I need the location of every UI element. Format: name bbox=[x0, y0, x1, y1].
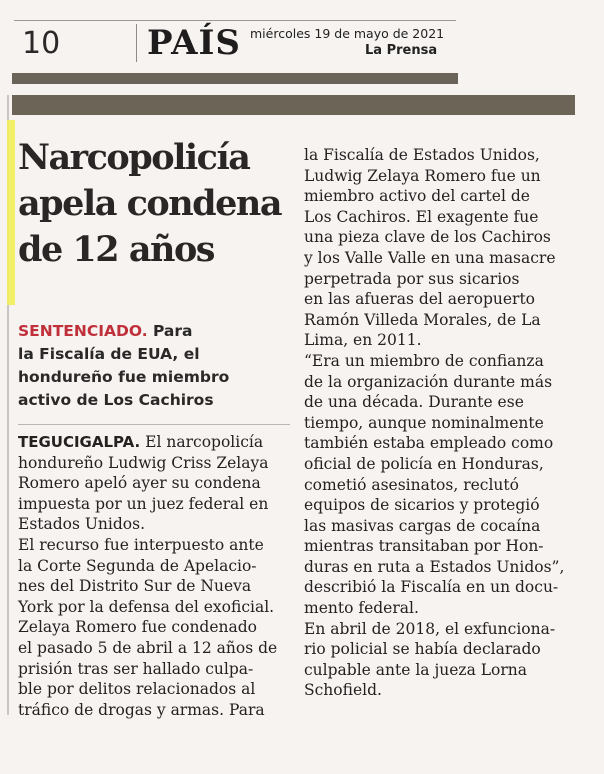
body-line: oficial de policía en Honduras, bbox=[304, 454, 544, 473]
body-line: prisión tras ser hallado culpa- bbox=[18, 659, 254, 678]
headline-line: Narcopolicía bbox=[18, 137, 250, 178]
page-number: 10 bbox=[22, 26, 61, 61]
section-title: PAÍS bbox=[147, 23, 241, 63]
body-line: Lima, en 2011. bbox=[304, 331, 422, 350]
body-line: describió la Fiscalía en un docu- bbox=[304, 578, 559, 597]
body-line: Ramón Villeda Morales, de La bbox=[304, 310, 541, 329]
body-line: Los Cachiros. El exagente fue bbox=[304, 207, 539, 226]
body-line: de la organización durante más bbox=[304, 372, 553, 391]
deck-text: Para bbox=[147, 322, 193, 340]
body-line: ble por delitos relacionados al bbox=[18, 680, 256, 699]
article-deck bbox=[18, 320, 290, 412]
body-line: duras en ruta a Estados Unidos”, bbox=[304, 557, 565, 576]
body-line: Estados Unidos. bbox=[18, 515, 146, 534]
body-line: en las afueras del aeropuerto bbox=[304, 290, 536, 309]
body-line: hondureño Ludwig Criss Zelaya bbox=[18, 453, 269, 472]
body-line: cometió asesinatos, reclutó bbox=[304, 475, 519, 494]
body-line: nes del Distrito Sur de Nueva bbox=[18, 577, 252, 596]
body-line: y los Valle Valle en una masacre bbox=[304, 248, 556, 267]
header-bar-long bbox=[12, 95, 575, 115]
deck-line: la Fiscalía de EUA, el bbox=[18, 345, 200, 363]
body-line: Schofield. bbox=[304, 681, 382, 700]
body-line: rio policial se había declarado bbox=[304, 640, 541, 659]
body-line: también estaba empleado como bbox=[304, 434, 554, 453]
body-line: perpetrada por sus sicarios bbox=[304, 269, 520, 288]
body-line: mientras transitaban por Hon- bbox=[304, 537, 544, 556]
highlighter-mark bbox=[7, 120, 15, 305]
header-divider bbox=[136, 24, 137, 62]
body-line: miembro activo del cartel de bbox=[304, 187, 530, 206]
deck-kicker: SENTENCIADO. bbox=[18, 322, 148, 340]
header-bar-short bbox=[12, 73, 458, 84]
deck-rule bbox=[18, 424, 290, 425]
deck-line: activo de Los Cachiros bbox=[18, 391, 214, 409]
body-line: Romero apeló ayer su condena bbox=[18, 474, 261, 493]
body-line: de una década. Durante ese bbox=[304, 393, 524, 412]
body-line: mento federal. bbox=[304, 599, 419, 618]
body-line: “Era un miembro de confianza bbox=[304, 351, 544, 370]
headline-line: apela condena bbox=[18, 183, 282, 224]
article-headline bbox=[18, 135, 293, 273]
body-line bbox=[18, 432, 290, 453]
headline-line: de 12 años bbox=[18, 229, 214, 270]
body-line: El recurso fue interpuesto ante bbox=[18, 535, 264, 554]
body-text: El narcopolicía bbox=[140, 433, 264, 451]
dateline: TEGUCIGALPA. bbox=[18, 433, 141, 451]
body-line: Ludwig Zelaya Romero fue un bbox=[304, 166, 541, 185]
body-column-1 bbox=[18, 432, 290, 720]
deck-line bbox=[18, 320, 290, 343]
body-line: la Fiscalía de Estados Unidos, bbox=[304, 146, 540, 164]
body-line: culpable ante la jueza Lorna bbox=[304, 660, 527, 679]
body-line: impuesta por un juez federal en bbox=[18, 494, 269, 513]
deck-line: hondureño fue miembro bbox=[18, 368, 230, 386]
body-line: las masivas cargas de cocaína bbox=[304, 516, 541, 535]
publication-name: La Prensa bbox=[365, 43, 438, 58]
body-line: En abril de 2018, el exfunciona- bbox=[304, 619, 556, 638]
body-column-2 bbox=[304, 145, 579, 701]
issue-date: miércoles 19 de mayo de 2021 bbox=[250, 26, 445, 41]
body-line: una pieza clave de los Cachiros bbox=[304, 228, 551, 247]
body-line: York por la defensa del exoficial. bbox=[18, 597, 275, 616]
body-line: tiempo, aunque nominalmente bbox=[304, 413, 544, 432]
header-top-rule bbox=[14, 20, 456, 21]
body-line: Zelaya Romero fue condenado bbox=[18, 618, 257, 637]
body-line: la Corte Segunda de Apelacio- bbox=[18, 556, 257, 575]
body-line: tráfico de drogas y armas. Para bbox=[18, 700, 265, 719]
body-line: equipos de sicarios y protegió bbox=[304, 496, 540, 515]
body-line: el pasado 5 de abril a 12 años de bbox=[18, 638, 278, 657]
